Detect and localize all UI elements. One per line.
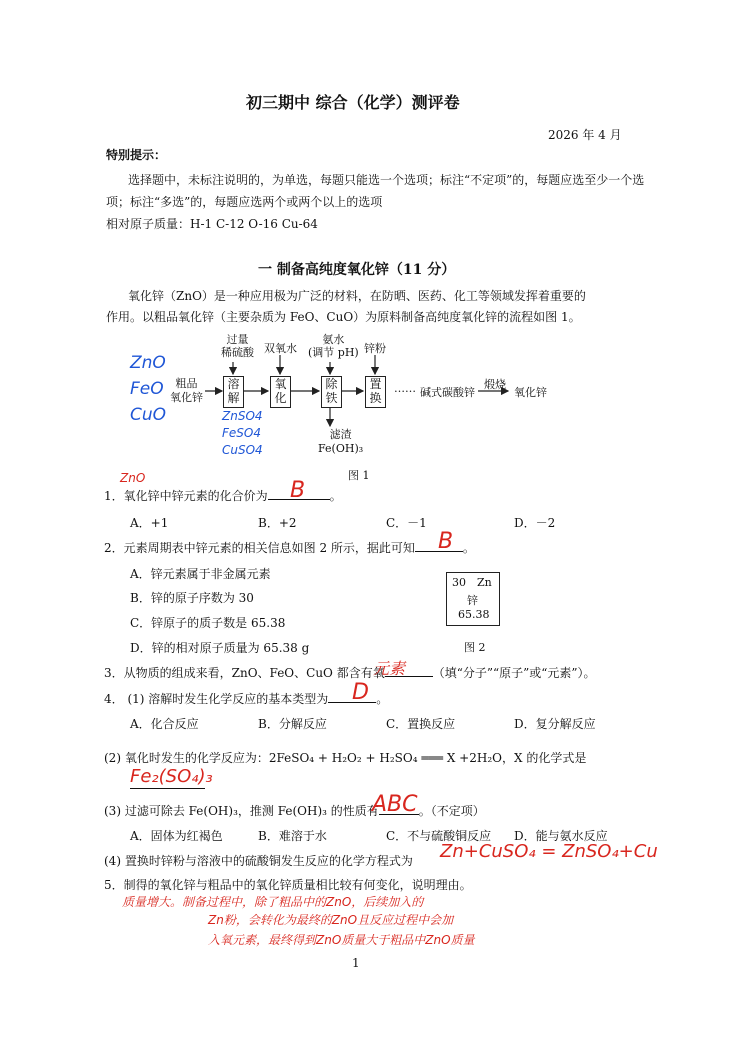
handwritten-q1-mark: ZnO <box>120 471 146 485</box>
q4-3-option-b: B．难溶于水 <box>258 829 327 843</box>
q2-option-c: C．锌原子的质子数是 65.38 <box>130 616 286 630</box>
q4-1-stem: 4． (1) 溶解时发生化学反应的基本类型为 。 <box>104 692 389 706</box>
reagent-ammonia: 氨水 (调节 pH) <box>308 333 359 359</box>
start-crude-zno: 粗品 氧化锌 <box>170 377 203 404</box>
q4-2-answer-line <box>130 788 205 789</box>
q4-1-option-a: A．化合反应 <box>130 717 199 731</box>
q5-stem: 5．制得的氧化锌与粗品中的氧化锌质量相比较有何变化，说明理由。 <box>104 878 472 892</box>
q1-option-d: D．－2 <box>514 516 556 530</box>
reagent-zinc-powder: 锌粉 <box>364 342 386 355</box>
notice-line-2: 项；标注“多选”的，每题应选两个或两个以上的选项 <box>106 195 383 209</box>
figure-2-caption: 图 2 <box>464 641 486 654</box>
q1-option-a: A．+1 <box>130 516 169 530</box>
q1-stem: 1．氧化锌中锌元素的化合价为 。 <box>104 489 342 503</box>
handwritten-q3-answer: 元素 <box>373 659 406 678</box>
calcination-label: 煅烧 <box>484 378 506 391</box>
zinc-atomic-number: 30 <box>452 576 466 589</box>
notice-line-1: 选择题中，未标注说明的，为单选，每题只能选一个选项；标注“不定项”的，每题应选至少一个选 <box>128 173 645 187</box>
product-basic-zinc-carbonate: 碱式碳酸锌 <box>420 386 475 399</box>
q4-1-option-c: C．置换反应 <box>386 717 456 731</box>
handwritten-q2-answer: B <box>438 529 454 554</box>
final-zno: 氧化锌 <box>514 386 547 399</box>
atomic-mass-line: 相对原子质量：H-1 C-12 O-16 Cu-64 <box>106 217 318 231</box>
reagent-sulfuric-acid: 过量 稀硫酸 <box>221 333 254 359</box>
step-remove-iron: 除 铁 <box>321 376 342 408</box>
q1-option-b: B．+2 <box>258 516 297 530</box>
step-dissolve: 溶 解 <box>223 376 244 408</box>
zinc-symbol: Zn <box>477 576 492 589</box>
figure-1-caption: 图 1 <box>348 469 370 482</box>
page-number: 1 <box>352 956 360 970</box>
step-replace: 置 换 <box>365 376 386 408</box>
q2-option-d: D．锌的相对原子质量为 65.38 g <box>130 641 310 655</box>
handwritten-q4-1-answer: D <box>352 680 369 705</box>
handwritten-q4-2-answer: Fe₂(SO₄)₃ <box>130 766 213 787</box>
intro-line-2: 作用。以粗品氧化锌（主要杂质为 FeO、CuO）为原料制备高纯度氧化锌的流程如图 1。 <box>106 310 581 324</box>
exam-date: 2026 年 4 月 <box>548 128 622 142</box>
handwritten-q1-answer: B <box>290 478 306 503</box>
handwritten-q4-3-answer: ABC <box>372 792 418 817</box>
q4-1-option-d: D．复分解反应 <box>514 717 596 731</box>
handwritten-crude-components: ZnO FeO CuO <box>130 353 167 425</box>
q4-3-option-d: D．能与氨水反应 <box>514 829 608 843</box>
q2-option-b: B．锌的原子序数为 30 <box>130 591 254 605</box>
intro-line-1: 氧化锌（ZnO）是一种应用极为广泛的材料，在防晒、医药、化工等领域发挥着重要的 <box>128 289 586 303</box>
q1-option-c: C．－1 <box>386 516 427 530</box>
handwritten-q5-line-2: Zn粉，会转化为最终的ZnO且反应过程中会加 <box>208 913 454 927</box>
q4-3-option-a: A．固体为红褐色 <box>130 829 223 843</box>
page-title: 初三期中 综合（化学）测评卷 <box>246 93 460 112</box>
zinc-name: 锌 <box>467 594 478 607</box>
q4-3-stem: (3) 过滤可除去 Fe(OH)₃，推测 Fe(OH)₃ 的性质有 。（不定项） <box>104 804 485 818</box>
q2-option-a: A．锌元素属于非金属元素 <box>130 567 271 581</box>
reagent-hydrogen-peroxide: 双氧水 <box>264 342 297 355</box>
q4-2-stem: (2) 氧化时发生的化学反应为：2FeSO₄ + H₂O₂ + H₂SO₄ ═══ X +2H₂O，X 的化学式是 <box>104 751 587 765</box>
flow-arrows <box>0 0 729 480</box>
handwritten-q5-line-3: 入氧元素，最终得到ZnO质量大于粗品中ZnO质量 <box>208 933 475 947</box>
step-oxidize: 氧 化 <box>270 376 291 408</box>
q2-stem: 2．元素周期表中锌元素的相关信息如图 2 所示，据此可知 。 <box>104 541 475 555</box>
q4-1-option-b: B．分解反应 <box>258 717 327 731</box>
handwritten-q5-line-1: 质量增大。制备过程中，除了粗品中的ZnO，后续加入的 <box>122 895 424 909</box>
handwritten-solution-components: ZnSO4 FeSO4 CuSO4 <box>222 409 263 457</box>
notice-label: 特别提示： <box>106 148 167 162</box>
zinc-element-cell <box>446 572 500 626</box>
zinc-atomic-mass: 65.38 <box>458 608 490 621</box>
q4-3-option-c: C．不与硫酸铜反应 <box>386 829 492 843</box>
residue-feoh3: 滤渣 Fe(OH)₃ <box>318 428 364 455</box>
handwritten-q4-4-answer: Zn+CuSO₄ = ZnSO₄+Cu <box>440 841 658 862</box>
q3-stem: 3．从物质的组成来看，ZnO、FeO、CuO 都含有氧 （填“分子”“原子”或“元素”）。 <box>104 666 596 680</box>
flow-dots: …… <box>394 382 416 395</box>
q4-4-stem: (4) 置换时锌粉与溶液中的硫酸铜发生反应的化学方程式为 <box>104 854 413 868</box>
section-title: 一 制备高纯度氧化锌（11 分） <box>258 262 456 278</box>
